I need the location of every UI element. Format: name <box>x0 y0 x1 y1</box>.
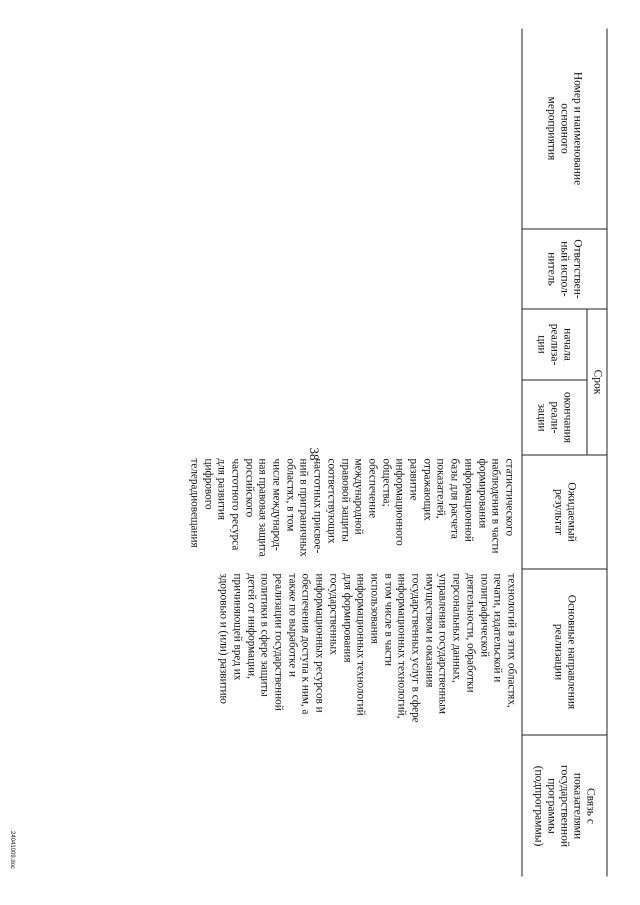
directions-line: также по выработке и <box>286 573 299 677</box>
expected-result-line: областях, в том <box>284 458 297 532</box>
expected-result-line: ная правовая защита <box>256 458 269 557</box>
directions-line: использования <box>368 573 381 644</box>
page-number: 38 <box>307 447 322 461</box>
directions-line: реализации государственной <box>272 573 285 711</box>
expected-result-line: числе международ- <box>270 458 283 551</box>
expected-result-line: цифрового <box>202 458 215 510</box>
directions-line: здоровью и (или) развитию <box>217 573 230 704</box>
expected-result-line: телерадиовещания <box>188 458 201 548</box>
directions-line: информационных технологий <box>354 573 367 716</box>
header-expected-result: Ожидаемый результат <box>552 482 578 542</box>
expected-result-line: наблюдения в части <box>489 458 502 554</box>
header-executor: Ответствен- ный испол- нитель <box>546 239 584 299</box>
header-term-start: начала реализа- ции <box>536 323 574 366</box>
header-term: Срок <box>591 369 604 395</box>
header-term-end: окончания реали- зации <box>536 391 574 444</box>
directions-line: информационных ресурсов и <box>313 573 326 713</box>
directions-line: обеспечения доступа к ним, а <box>299 573 312 715</box>
expected-result-line: ний в приграничных <box>297 458 310 557</box>
header-number-and-name: Номер и наименование основного мероприятия <box>546 71 584 186</box>
expected-result-line: общества; <box>380 458 393 507</box>
directions-line: деятельности, обработки <box>464 573 477 693</box>
directions-line: политики в сфере защиты <box>258 573 271 697</box>
expected-result-line: правовой защиты <box>339 458 352 542</box>
expected-result-line: базы для расчета <box>448 458 461 539</box>
directions-line: информационных технологий, <box>395 573 408 719</box>
directions-line: управления государственным <box>436 573 449 714</box>
expected-result-line: формирования <box>476 458 489 529</box>
directions-line: причиняющей вред их <box>231 573 244 681</box>
directions-line: для формирования <box>341 573 354 663</box>
expected-result-cell <box>187 459 516 569</box>
expected-result-line: частотных присвое- <box>311 458 324 554</box>
directions-line: детей от информации, <box>245 573 258 679</box>
expected-result-line: российского <box>243 458 256 518</box>
directions-line: полиграфической <box>478 573 491 658</box>
directions-line: технологий в этих областях, <box>505 573 518 708</box>
footer-filename: 24041009.doc <box>9 830 15 870</box>
activities-table <box>113 29 608 877</box>
expected-result-line: обеспечение <box>366 458 379 519</box>
header-directions: Основные направления реализации <box>552 594 578 710</box>
expected-result-line: информационного <box>393 458 406 546</box>
directions-line: государственных услуг в сфере <box>409 573 422 723</box>
directions-line: печати, издательской и <box>491 573 504 683</box>
expected-result-line: соответствующих <box>325 458 338 544</box>
directions-line: в том числе в части <box>382 573 395 667</box>
expected-result-line: информационной <box>462 458 475 542</box>
directions-line: персональных данных, <box>450 573 463 683</box>
expected-result-line: статистического <box>503 458 516 537</box>
expected-result-line: частотного ресурса <box>229 458 242 551</box>
directions-cell <box>216 574 517 734</box>
directions-line: государственных <box>327 573 340 655</box>
expected-result-line: для развития <box>215 458 228 520</box>
expected-result-line: показателей, <box>434 458 447 519</box>
directions-line: имуществом и оказания <box>423 573 436 688</box>
expected-result-line: развитие <box>407 458 420 501</box>
expected-result-line: отражающих <box>421 458 434 521</box>
header-connection: Связь с показателями государственной программы (подпрограммы) <box>533 765 597 847</box>
table-header-row <box>522 29 608 877</box>
expected-result-line: международной <box>352 458 365 535</box>
